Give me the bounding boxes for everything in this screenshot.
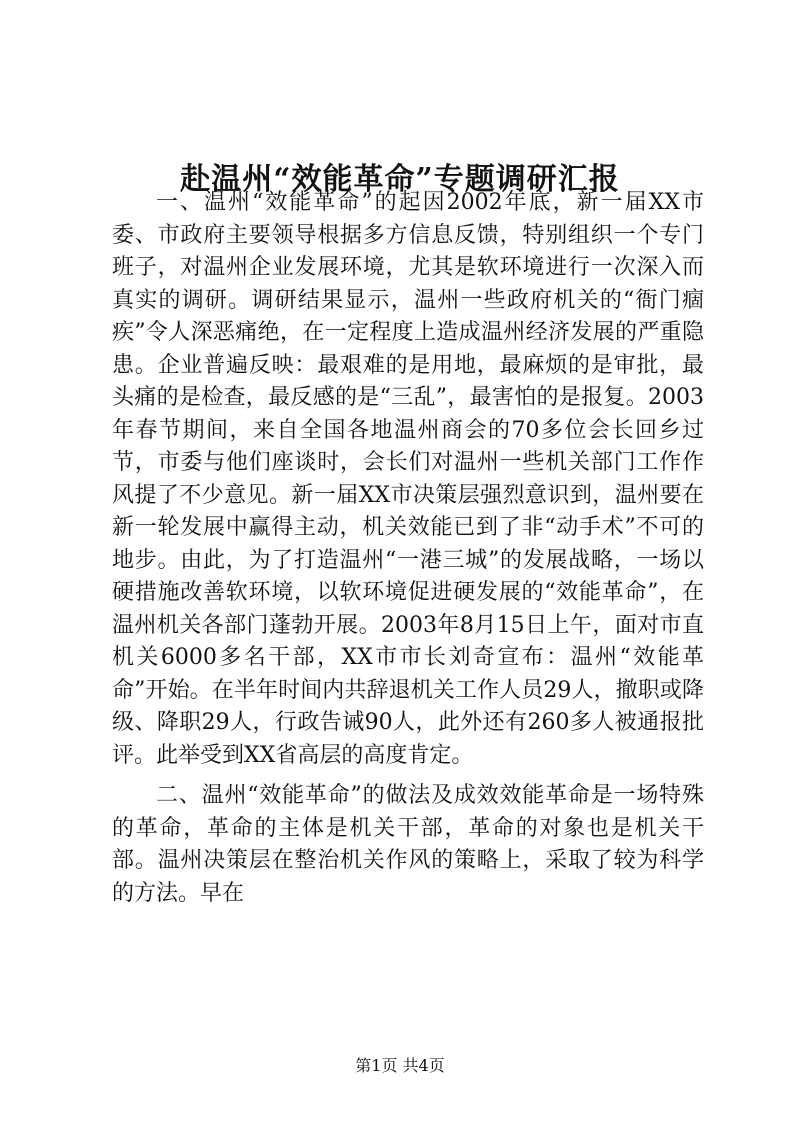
page-footer: 第1页 共4页 bbox=[355, 1056, 445, 1075]
document-title: 赴温州“效能革命”专题调研汇报 bbox=[180, 162, 620, 198]
paragraph-2: 二、温州“效能革命”的做法及成效效能革命是一场特殊的革命，革命的主体是机关干部，革命的对象也是机关干部。温州决策层在整治机关作风的策略上，采取了较为科学的方法。早在 bbox=[112, 783, 704, 906]
paragraph-1: 一、温州“效能革命”的起因2002年底，新一届XX市委、市政府主要领导根据多方信息反馈，特别组织一个专门班子，对温州企业发展环境，尤其是软环境进行一次深入而真实的调研。调研结果显示，温州一些政府机关的“衙门痼疾”令人深恶痛绝，在一定程度上造成温州经济发展的严重隐患。企业普遍反映：最艰难的是用地，最麻烦的是审批，最头痛的是检查，最反感的是“三乱”，最害怕的是报复。2003年春节期间，来自全国各地温州商会的70多位会长回乡过节，市委与他们座谈时，会长们对温州一些机关部门工作作风提了不少意见。新一届XX市决策层强烈意识到，温州要在新一轮发展中赢得主动，机关效能已到了非“动手术”不可的地步。由此，为了打造温州“一港三城”的发展战略，一场以硬措施改善软环境，以软环境促进硬发展的“效能革命”，在温州机关各部门蓬勃开展。2003年8月15日上午，面对市直机关6000多名干部，XX市市长刘奇宣布：温州“效能革命”开始。在半年时间内共辞退机关工作人员29人，撤职或降级、降职29人，行政告诫90人，此外还有260多人被通报批评。此举受到XX省高层的高度肯定。 bbox=[112, 190, 704, 768]
document-body bbox=[112, 187, 704, 910]
